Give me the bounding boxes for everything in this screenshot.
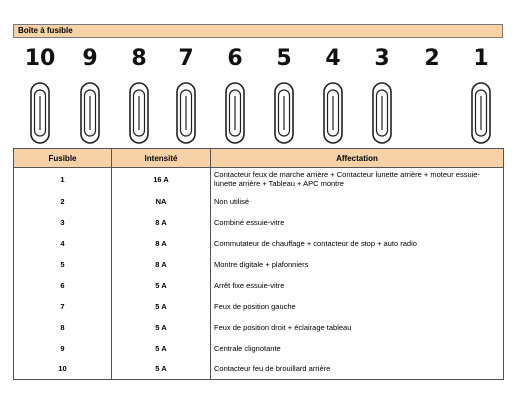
table-row [14, 296, 504, 317]
fuse-number-3: 3 [374, 46, 390, 71]
cell-intensite: 5 A [112, 296, 211, 317]
cell-affectation: Montre digitale + plafonniers [211, 254, 504, 275]
cell-fusible: 7 [14, 296, 112, 317]
cell-affectation: Arrêt fixe essuie-vitre [211, 275, 504, 296]
table-row [14, 191, 504, 212]
cell-fusible: 9 [14, 338, 112, 359]
table-row [14, 233, 504, 254]
cell-intensite: 5 A [112, 275, 211, 296]
table-row [14, 359, 504, 380]
cell-affectation: Centrale clignotante [211, 338, 504, 359]
cell-fusible: 10 [14, 359, 112, 380]
cell-intensite: 5 A [112, 317, 211, 338]
column-header-fusible: Fusible [14, 149, 112, 168]
fuse-icon [371, 82, 393, 144]
cell-affectation: Contacteur feux de marche arrière + Contacteur lunette arrière + moteur essuie-lunette arrière + Tableau + APC montre [211, 168, 504, 191]
table-row [14, 168, 504, 191]
cell-fusible: 8 [14, 317, 112, 338]
cell-intensite: 5 A [112, 359, 211, 380]
cell-intensite: 8 A [112, 212, 211, 233]
fuse-number-5: 5 [276, 46, 292, 71]
cell-affectation: Non utilisé [211, 191, 504, 212]
cell-fusible: 6 [14, 275, 112, 296]
fuse-icon [273, 82, 295, 144]
cell-intensite: 5 A [112, 338, 211, 359]
fuse-box-title: Boîte à fusible [13, 24, 503, 38]
cell-fusible: 5 [14, 254, 112, 275]
fuse-icon [322, 82, 344, 144]
fuse-number-4: 4 [325, 46, 341, 71]
cell-intensite: NA [112, 191, 211, 212]
column-header-intensite: Intensité [112, 149, 211, 168]
cell-intensite: 16 A [112, 168, 211, 191]
fuse-number-10: 10 [24, 46, 56, 71]
fuse-icon [79, 82, 101, 144]
cell-fusible: 2 [14, 191, 112, 212]
fuse-icon [175, 82, 197, 144]
table-row [14, 212, 504, 233]
cell-affectation: Feux de position gauche [211, 296, 504, 317]
cell-fusible: 4 [14, 233, 112, 254]
table-row [14, 317, 504, 338]
cell-affectation: Combiné essuie-vitre [211, 212, 504, 233]
fuse-number-9: 9 [82, 46, 98, 71]
cell-affectation: Contacteur feu de brouillard arrière [211, 359, 504, 380]
cell-affectation: Feux de position droit + éclairage tableau [211, 317, 504, 338]
fuse-assignment-table [13, 148, 504, 380]
table-header-row [14, 149, 504, 168]
fuse-number-2: 2 [424, 46, 440, 71]
fuse-number-1: 1 [473, 46, 489, 71]
table-row [14, 275, 504, 296]
fuse-number-6: 6 [227, 46, 243, 71]
fuse-number-7: 7 [178, 46, 194, 71]
cell-fusible: 3 [14, 212, 112, 233]
fuse-diagram [13, 40, 503, 144]
fuse-number-8: 8 [131, 46, 147, 71]
cell-intensite: 8 A [112, 254, 211, 275]
column-header-affectation: Affectation [211, 149, 504, 168]
cell-fusible: 1 [14, 168, 112, 191]
table-row [14, 338, 504, 359]
fuse-icon [29, 82, 51, 144]
cell-intensite: 8 A [112, 233, 211, 254]
cell-affectation: Commutateur de chauffage + contacteur de stop + auto radio [211, 233, 504, 254]
fuse-icon [470, 82, 492, 144]
fuse-icon [128, 82, 150, 144]
fuse-icon [224, 82, 246, 144]
table-row [14, 254, 504, 275]
